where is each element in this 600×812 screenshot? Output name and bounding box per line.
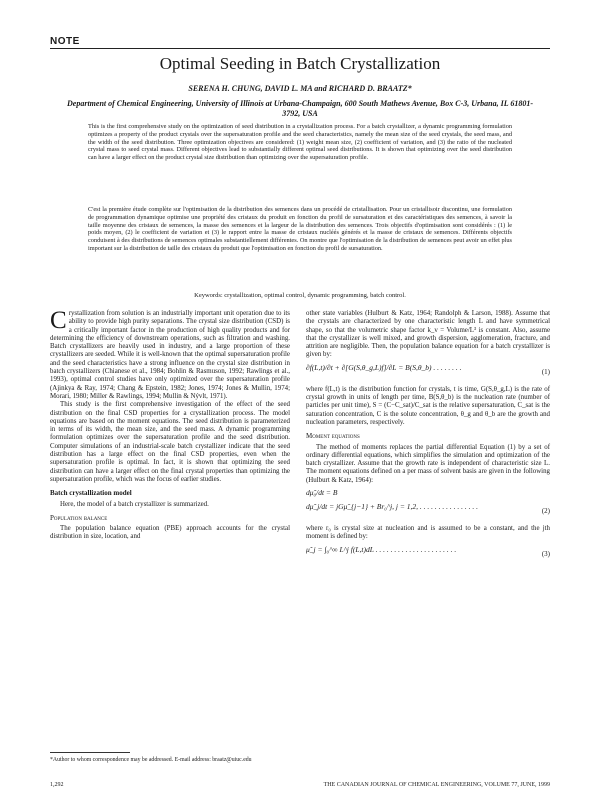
equation-2b: dμ̃_j/dt = jGμ̃_{j−1} + Br₀^j, j = 1,2, . . . . . . . . . . . . . . . . (2) bbox=[306, 502, 550, 516]
equation-number: (3) bbox=[541, 549, 550, 558]
abstract: This is the first comprehensive study on the optimization of seed distribution in a crystallization process. For a batch crystallizer, a dynamic programming formulation optimizes a property of the product crystals over the supersaturation profile and the seed characteristics, namely the mean size of the seed crystals, the seed mass, and the width of the seed distribution. Three optimization objectives are considered: (1) weight mean size, (2) coefficient of variation, and (3) the ratio of the nucleated crystal mass to seed crystal mass. Different objectives lead to substantially different optimal seed distributions. It is shown that optimizing over the seed distribution can have a larger effect on the product crystal size distribution than optimizing over the supersaturation profile. bbox=[88, 123, 512, 162]
intro-paragraph: Crystallization from solution is an industrially important unit operation due to its ability to provide high purity separations. The crystal size distribution (CSD) is a critically important factor in the production of high quality products and for determining the efficiency of downstream operations, such as filtration and washing. Batch crystallizers are heavily used in industry, and a large proportion of these crystallizers are seeded. While it is well-known that the optimal supersaturation profile and the seed characteristics have a strong influence on the crystal size distribution in batch crystallizers (Chianese et al., 1984; Bohlin & Rasmuson, 1992; Rawlings et al., 1993), optimal control studies have only optimized over the supersaturation profile (Ajinkya & Ray, 1974; Chang & Epstein, 1982; Jones, 1974; Jones & Mullin, 1974; Morari, 1980; Miller & Rawlings, 1994; Mullin & Nývlt, 1971). bbox=[50, 307, 290, 400]
paragraph: The method of moments replaces the partial differential Equation (1) by a set of ordinary differential equations, which simplifies the simulation and optimization of the batch crystallizer. Assume that the growth rate is independent of characteristic size L. The moment equations defined on a per mass of solvent basis are given in the following (Hulburt & Katz, 1964): bbox=[306, 443, 550, 484]
column-right bbox=[306, 310, 550, 568]
footnote: *Author to whom correspondence may be addressed. E-mail address: braatz@uiuc.edu bbox=[50, 757, 252, 763]
section-label: NOTE bbox=[50, 36, 80, 47]
paper-title: Optimal Seeding in Batch Crystallization bbox=[159, 54, 441, 73]
equation-3: μ̃_j = ∫₀^∞ L^j f(L,t)dL . . . . . . . . . . . . . . . . . . . . . . (3) bbox=[306, 544, 550, 558]
paragraph: This study is the first comprehensive investigation of the effect of the seed distribution on the final CSD properties for a crystallization process. The model equations are based on the moment equations. The seed distribution is parameterized in terms of its width, the mean size, and the seed mass. A dynamic programming formulation optimizes over the supersaturation profile and the seed distribution. Computer simulations of an industrial-scale batch crystallizer indicate that the seed distribution has a large effect on the final CSD properties, even when the supersaturation profile is optimal. In fact, it is shown that optimizing the seed distribution can have a larger effect on the final crystal properties than optimizing the supersaturation profile, which was the focus of earlier studies. bbox=[50, 401, 290, 483]
subsection-heading: Population balance bbox=[50, 513, 108, 522]
journal-footer: THE CANADIAN JOURNAL OF CHEMICAL ENGINEERING, VOLUME 77, JUNE, 1999 bbox=[323, 782, 550, 788]
subsection-heading: Moment equations bbox=[306, 432, 360, 441]
paragraph: Here, the model of a batch crystallizer is summarized. bbox=[60, 500, 209, 508]
section-heading: Batch crystallization model bbox=[50, 489, 132, 498]
page-number: 1,292 bbox=[50, 782, 64, 788]
header-rule bbox=[50, 48, 550, 49]
equation-1: ∂f(L,t)/∂t + ∂[G(S,θ_g,L)f]/∂L = B(S,θ_b) . . . . . . . . (1) bbox=[306, 362, 550, 376]
paragraph: other state variables (Hulburt & Katz, 1964; Randolph & Larson, 1988). Assume that the crystals are characterized by one characteristic length L and have symmetrical shape, so that the volumetric shape factor k_v = Volume/L³ is constant. Also, assume that the crystallizer is well mixed, and growth dispersion, agglomeration, fracture, and attrition are negligible. Then, the population balance equation for a batch crystallizer is given by: bbox=[306, 310, 550, 359]
drop-cap: C bbox=[50, 307, 67, 334]
keywords: Keywords: crystallization, optimal control, dynamic programming, batch control. bbox=[194, 292, 406, 299]
paragraph: where f(L,t) is the distribution function for crystals, t is time, G(S,θ_g,L) is the rate of crystal growth in units of length per time, B(S,θ_b) is the nucleation rate (number of particles per unit time), S = (C−C_sat)/C_sat is the relative supersaturation, C_sat is the saturation concentration, C is the solute concentration, θ_g and θ_b are the growth and nucleation parameters, respectively. bbox=[306, 385, 550, 426]
paragraph: where r₀ is crystal size at nucleation and is assumed to be a constant, and the jth moment is defined by: bbox=[306, 525, 550, 541]
footnote-rule bbox=[50, 752, 130, 753]
equation-number: (1) bbox=[541, 367, 550, 376]
column-left bbox=[50, 307, 290, 542]
equation-number: (2) bbox=[541, 507, 550, 516]
affiliation: Department of Chemical Engineering, University of Illinois at Urbana-Champaign, 600 South Mathews Avenue, Box C-3, Urbana, IL 61801-3792, USA bbox=[67, 99, 533, 118]
abstract-french: C'est la première étude complète sur l'optimisation de la distribution des semences dans un procédé de cristallisation. Pour un cristallisoir discontinu, une formulation de programmation dynamique optimise une propriété des cristaux du produit en fonction du profil de sursaturation et des caractéristiques des semences, à savoir la taille moyenne des cristaux de semences, la masse des semences et la largeur de la distribution des semences. Trois objectifs d'optimisation sont considérés : (1) le poids moyen, (2) le coefficient de variation et (3) le rapport entre la masse de cristaux nucléés générés et la masse de cristaux de semences. Différents objectifs conduisent à des distributions de semences optimales substantiellement différentes. On montre que l'optimisation de la distribution de semences peut avoir un effet plus important sur la distribution de taille des cristaux du produit que l'optimisation en fonction du profil de sursaturation. bbox=[88, 206, 512, 252]
equation-2a: dμ̃₀/dt = B bbox=[306, 488, 338, 498]
paragraph: The population balance equation (PBE) approach accounts for the crystal distribution in size, location, and bbox=[50, 525, 290, 541]
author-list: SERENA H. CHUNG, DAVID L. MA and RICHARD D. BRAATZ* bbox=[188, 84, 412, 93]
